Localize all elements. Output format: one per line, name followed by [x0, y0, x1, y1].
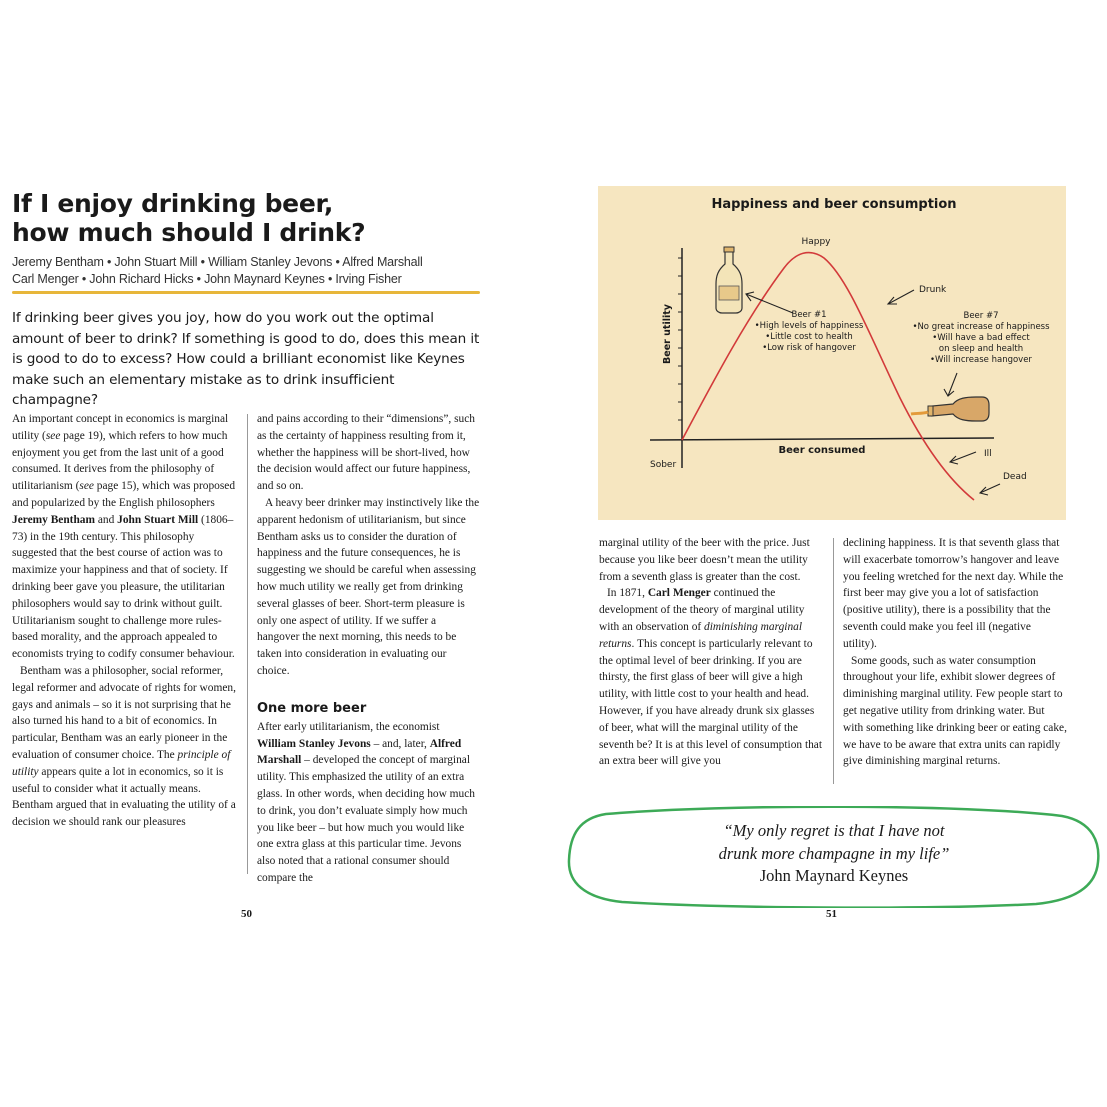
beer1-title: Beer #1 — [791, 310, 827, 320]
column-divider-left — [247, 414, 248, 874]
quote-attribution: John Maynard Keynes — [759, 866, 909, 885]
quote-line-1: “My only regret is that I have not — [723, 821, 945, 840]
bottle-upright-icon — [716, 247, 742, 313]
title-divider — [12, 291, 480, 294]
right-paragraph-2: In 1871, Carl Menger continued the development of the theory of marginal utility with an observation of diminishing marginal returns. This concept is particularly relevant to the optimal level of beer drinking. If you are thirsty, the first glass of beer will give a high utility, with little cost to your health and head. However, if you have already drunk six glasses of beer, what will the marginal utility of the seventh be? It is at this level of consumption that an extra beer will give you — [599, 587, 823, 768]
title-line-1: If I enjoy drinking beer, — [12, 189, 334, 218]
beer7-point-2: •Will have a bad effect — [932, 333, 1030, 343]
beer7-point-3: on sleep and health — [938, 344, 1024, 354]
happiness-chart — [598, 186, 1066, 520]
column-divider-right — [833, 538, 834, 784]
right-paragraph-1: marginal utility of the beer with the price. Just because you like beer doesn’t mean the utility from a seventh glass is greater than the cost. — [599, 537, 810, 583]
right-paragraph-4: Some goods, such as water consumption throughout your life, exhibit slower degrees of diminishing marginal utility. Few people start to get negative utility from drinking water. But with something like drinking beer or eating cake, we have to be aware that extra units can rapidly give diminishing marginal returns. — [843, 654, 1067, 768]
chart-title: Happiness and beer consumption — [711, 197, 957, 212]
drunk-arrow — [888, 290, 914, 304]
title-line-2: how much should I drink? — [12, 218, 366, 247]
right-paragraph-3: declining happiness. It is that seventh glass that will exacerbate tomorrow’s hangover and leave you feeling wretched for the next day. While the first beer may give you a lot of satisfaction (positive utility), there is a possibility that the seventh could make you feel ill (negative utility). — [843, 537, 1064, 650]
beer1-point-1: •High levels of happiness — [754, 321, 864, 331]
sober-label: Sober — [650, 460, 677, 470]
left-column — [12, 411, 238, 831]
beer7-point-1: •No great increase of happiness — [912, 322, 1050, 332]
intro-paragraph: If drinking beer gives you joy, how do you work out the optimal amount of beer to drink? If something is good to do, does this mean it is good to do to excess? How could a brilliant economist like Keynes make such an elementary mistake as to drink insufficient champagne? — [12, 310, 480, 409]
left-paragraph-2: Bentham was a philosopher, social reformer, legal reformer and advocate of rights for women, gays and animals – so it is not surprising that he also turned his hand to a bit of economics. In particular, Bentham was an early pioneer in the evaluation of consumer choice. The principle of utility appears quite a lot in economics, so it is useful to consider what it actually means. Bentham argued that in evaluating the utility of a decision we should rank our pleasures — [12, 664, 236, 829]
quote-box — [566, 806, 1102, 908]
page-number-right: 51 — [826, 908, 837, 920]
beer7-point-4: •Will increase hangover — [930, 355, 1032, 365]
middle-paragraph-3: After early utilitarianism, the economist William Stanley Jevons – and, later, Alfred Marshall – developed the concept of marginal utility. This emphasized the utility of an extra glass. In other words, when deciding how much to drink, you don’t evaluate simply how much you like beer – but how much you would like one extra glass at this particular time. Jevons also noted that a rational consumer should compare the — [257, 720, 475, 884]
page-number-left: 50 — [241, 908, 252, 920]
happy-label: Happy — [801, 237, 831, 247]
chart-panel — [598, 186, 1066, 520]
economists-line-2: Carl Menger • John Richard Hicks • John Maynard Keynes • Irving Fisher — [12, 272, 402, 286]
middle-column — [257, 411, 481, 887]
beer1-point-2: •Little cost to health — [765, 332, 853, 342]
beer7-title: Beer #7 — [963, 311, 999, 321]
right-column-1 — [599, 535, 826, 770]
middle-paragraph-1: and pains according to their “dimensions”, such as the certainty of happiness resulting from it, whether the happiness will be short-lived, how the decision would affect our future happiness, and so on. — [257, 413, 475, 493]
y-axis-label: Beer utility — [662, 304, 673, 364]
section-heading: One more beer — [257, 700, 367, 716]
beer1-point-3: •Low risk of hangover — [762, 343, 856, 353]
keynes-quote — [566, 820, 1102, 888]
page-title — [12, 189, 472, 247]
right-column-2 — [843, 535, 1067, 770]
drunk-label: Drunk — [919, 285, 947, 295]
x-axis-label: Beer consumed — [778, 445, 866, 456]
economists-line-1: Jeremy Bentham • John Stuart Mill • William Stanley Jevons • Alfred Marshall — [12, 255, 423, 269]
quote-line-2: drunk more champagne in my life” — [718, 843, 950, 863]
dead-label: Dead — [1003, 472, 1027, 482]
ill-arrow — [950, 452, 976, 462]
bottle-tipped-icon — [911, 397, 989, 421]
middle-paragraph-2: A heavy beer drinker may instinctively like the apparent hedonism of utilitarianism, but since Bentham asks us to consider the duration of happiness and the future consequences, he is suggesting we should be careful when assessing how much utility we really get from drinking several glasses of beer. Short-term pleasure is only one aspect of utility. If we suffer a hangover the next morning, this needs to be taken into consideration in evaluating our choice. — [257, 496, 480, 677]
x-axis — [650, 438, 994, 440]
left-paragraph-1: An important concept in economics is marginal utility (see page 19), which refers to how much enjoyment you get from the last unit of a good consumed. It derives from the philosophy of utilitarianism (see page 15), which was proposed and popularized by the English philosophers Jeremy Bentham and John Stuart Mill (1806–73) in the 19th century. This philosophy suggested that the best course of action was to maximize your happiness and that of society. If drinking beer gave you pleasure, the utilitarian philosophers would say to drink without guilt. Utilitarianism sought to challenge more rules-based morality, and the approach appealed to economists trying to codify consumer behaviour. — [12, 413, 236, 661]
ill-label: Ill — [984, 449, 992, 459]
beer1-arrow — [746, 294, 793, 313]
dead-arrow — [980, 484, 1000, 493]
economists-list — [12, 254, 482, 288]
